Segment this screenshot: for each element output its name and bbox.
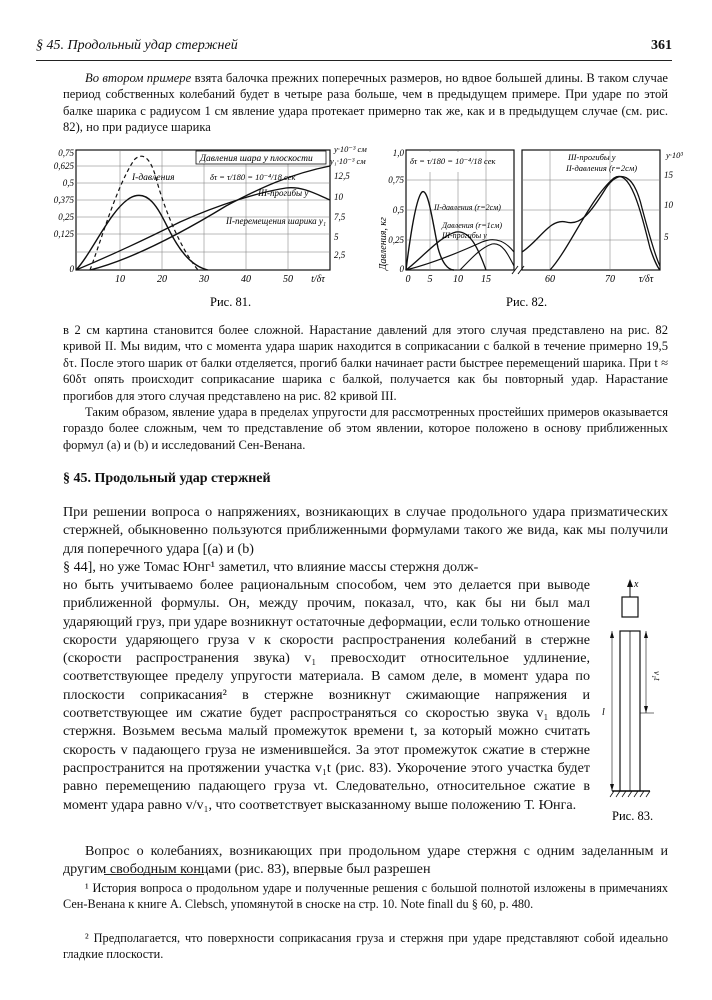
fig81-y-tick: 0,25: [58, 212, 74, 222]
fig82-label-pressure2: II-давления (r=2см): [566, 163, 638, 173]
fig81-grid: [76, 150, 330, 270]
intro-text: взята балочка прежних поперечных размеров, но вдвое большей длины. В таком случае период собственных колебаний будет в четыре раза больше, чем в предыдущем примере. При ударе по этой балке шарика с радиусом 1 см явление удара протекает примерно так же, как и в предыдущем случае (см. рис. 82), но при радиусе шарика: [63, 71, 669, 135]
fig82-x-tick: 70: [605, 274, 615, 285]
fig81-right-ticks: [334, 171, 350, 260]
paragraph-fig82-description: в 2 см картина становится более сложной. Нарастание давлений для этого случая представлено на рис. 82 кривой II. Мы видим, что с момента удара шарик находится в соприкасании с балкой в течение примерно 19,5 δτ. После этого шарик от балки отделяется, прогиб балки начинает расти быстрее перемещений шарика. При t ≈ 60δτ опять происходит соприкасание шарика с балкой, получается как бы повторный удар. Нарастание прогибов для этого случая представлено на рис. 82 кривой III.: [63, 323, 668, 403]
fig82-x-tick: 10: [453, 274, 463, 285]
fig81-x-tick: 20: [157, 274, 167, 285]
fig81-label-deflection: III-прогибы y: [258, 188, 309, 198]
fig82-x-unit: τ/δτ: [638, 274, 654, 285]
fig82-plot: [378, 148, 683, 309]
fig81-label-displacement: II-перемещения шарика y₁: [226, 216, 327, 226]
fig81-right-tick: 10: [334, 192, 343, 202]
running-section-title: § 45. Продольный удар стержней: [36, 38, 238, 53]
fig82-label-pressure2-left: II-давления (r=2см): [434, 203, 501, 212]
fig82-right-tick: 15: [664, 170, 673, 180]
fig81-y-tick: 0,375: [53, 195, 74, 205]
fig81-right-tick: 2,5: [334, 250, 346, 260]
fig82-x-tick: 60: [545, 274, 555, 285]
fig82-y-tick: 0,75: [388, 175, 404, 185]
figures-svg: [30, 144, 683, 316]
fig81-x-tick: 30: [199, 274, 209, 285]
fig82-y-tick: 0,5: [392, 205, 404, 215]
fig81-y-tick: 0,125: [53, 229, 74, 239]
fig81-x-tick: 40: [241, 274, 251, 285]
page-number: 361: [651, 38, 672, 53]
main-text-full: При решении вопроса о напряжениях, возникающих в случае продольного удара призматических стержней, обыкновенно пользуются приближенными формулами такого же вида, как мы получили для поперечного удара [(a) и (b): [63, 504, 668, 557]
fig83: [598, 575, 678, 825]
fig81-right-tick: 5: [334, 232, 339, 242]
main-text-line4: § 44], но уже Томас Юнг¹ заметил, что влияние массы стержня долж-: [63, 559, 479, 575]
fig81-plot: [0, 144, 367, 309]
fig81-x-tick: 50: [283, 274, 293, 285]
fig82-x-tick: 15: [481, 274, 491, 285]
running-header: [36, 30, 672, 61]
fig82-y-tick: 1,0: [392, 148, 404, 158]
fig82-x-tick: 5: [427, 274, 433, 285]
fig81-formula: δτ = τ/180 = 10⁻⁴/18 сек: [210, 172, 296, 182]
footnote-1: ¹ История вопроса о продольном ударе и полученные решения с большой полнотой изложены в примечаниях Сен-Венана к книге A. Clebsch, упомянутой в сноске на стр. 10. Note finall du § 60, p. 480.: [63, 881, 668, 911]
fig82-formula: δτ = τ/180 = 10⁻⁴/18 сек: [410, 156, 496, 166]
fig81-right-label-1: y·10⁻³ см: [334, 144, 367, 154]
fig83-label-l: l: [602, 707, 605, 718]
fig81-y-tick: 0,625: [53, 161, 74, 171]
fig81-right-label-2: y₁·10⁻³ см: [330, 156, 366, 166]
fig81-y-ticks: [54, 148, 75, 274]
fig81-curve-pressure: [76, 195, 208, 270]
fig81-caption: Рис. 81.: [210, 295, 252, 309]
fig82-label-deflection-left: III-прогибы y: [442, 231, 487, 240]
figures-81-82: [30, 144, 683, 316]
paragraph-conclusion: Таким образом, явление удара в пределах упругости для рассмотренных простейших примеров оказывается гораздо более сложным, чем то представление об этом явлении, которое положено в основу приближенных формул (a) и (b) и исследований Сен-Венана.: [63, 405, 668, 452]
fig82-right-tick: 5: [664, 232, 669, 242]
section-heading: § 45. Продольный удар стержней: [63, 471, 271, 486]
intro-lead: Во втором примере: [85, 71, 192, 85]
fig81-y-tick: 0,5: [62, 178, 74, 188]
fig81-x-unit: t/δτ: [311, 274, 325, 285]
fig81-x-tick: 10: [115, 274, 125, 285]
fig83-caption: Рис. 83.: [612, 809, 654, 823]
fig82-caption: Рис. 82.: [506, 295, 548, 309]
fig82-x-ticks: [406, 274, 654, 285]
fig82-y-axis-label: Давления, кг: [378, 217, 389, 270]
main-text-last: Вопрос о колебаниях, возникающих при продольном ударе стержня с одним заделанным и другим свободным концами (рис. 83), впервые был разрешен: [63, 843, 668, 878]
fig83-label-x: x: [634, 579, 639, 590]
fig81-label-pressure: I-давления: [132, 173, 175, 183]
fig81-right-tick: 12,5: [334, 171, 350, 181]
fig81-legend-text: Давления шара у плоскости: [200, 154, 313, 164]
fig83-label-v1t: v₁t: [652, 671, 662, 681]
main-text-narrow: но быть учитываемо более рациональным способом, чем это делается при выводе приближенной формулы. Он, между прочим, показал, что, как бы ни был мал ударяющий груз, при ударе возникнут остаточные деформации, если только отношение скорости ударяющего груза v к скорости распространения колебаний в стержне (скорости распространения звука) v₁ превосходит относительное удлинение, соответствующее пределу упругости материала. В самом деле, в момент удара по плоскости соприкасания² в стержне возникнут сжимающие напряжения и соответствующее им сжатие будет распространяться со скоростью звука v₁ вдоль стержня. Возьмем весьма малый промежуток времени t, за который можно считать скорость v падающего груза не изменившейся. За этот промежуток сжатие в стержне распространится на протяжении участка v₁t (рис. 83). Укорочение этого участка будет равно перемещению падающего груза vt. Следовательно, относительное сжатие в момент удара равно v/v₁, что соответствует высказанному выше положению Т. Юнга.: [63, 577, 590, 813]
fig82-label-deflection: III-прогибы y: [568, 152, 616, 162]
fig82-y-tick: 0: [399, 264, 404, 274]
fig82-right-ticks: [664, 170, 674, 242]
intro-paragraph: [63, 70, 668, 136]
fig81-y-tick: 0,75: [58, 148, 74, 158]
footnote-rule: [104, 874, 204, 875]
fig82-x-tick: 0: [405, 274, 411, 285]
fig82-right-label: y·10³: [666, 150, 683, 160]
fig82-label-pressure1: Давления (r=1см): [442, 221, 502, 230]
fig82-curve-deflection: [522, 177, 660, 266]
fig83-svg: [598, 575, 678, 825]
footnote-2: ² Предполагается, что поверхности соприкасания груза и стержня при ударе представляют собой идеально гладкие плоскости.: [63, 931, 668, 961]
fig82-y-ticks: [388, 148, 404, 274]
fig81-x-ticks: [115, 274, 325, 285]
fig83-weight: [622, 597, 638, 617]
fig82-y-tick: 0,25: [388, 235, 404, 245]
fig82-right-tick: 10: [664, 200, 673, 210]
fig81-right-tick: 7,5: [334, 212, 346, 222]
fig81-y-tick: 0: [69, 264, 74, 274]
